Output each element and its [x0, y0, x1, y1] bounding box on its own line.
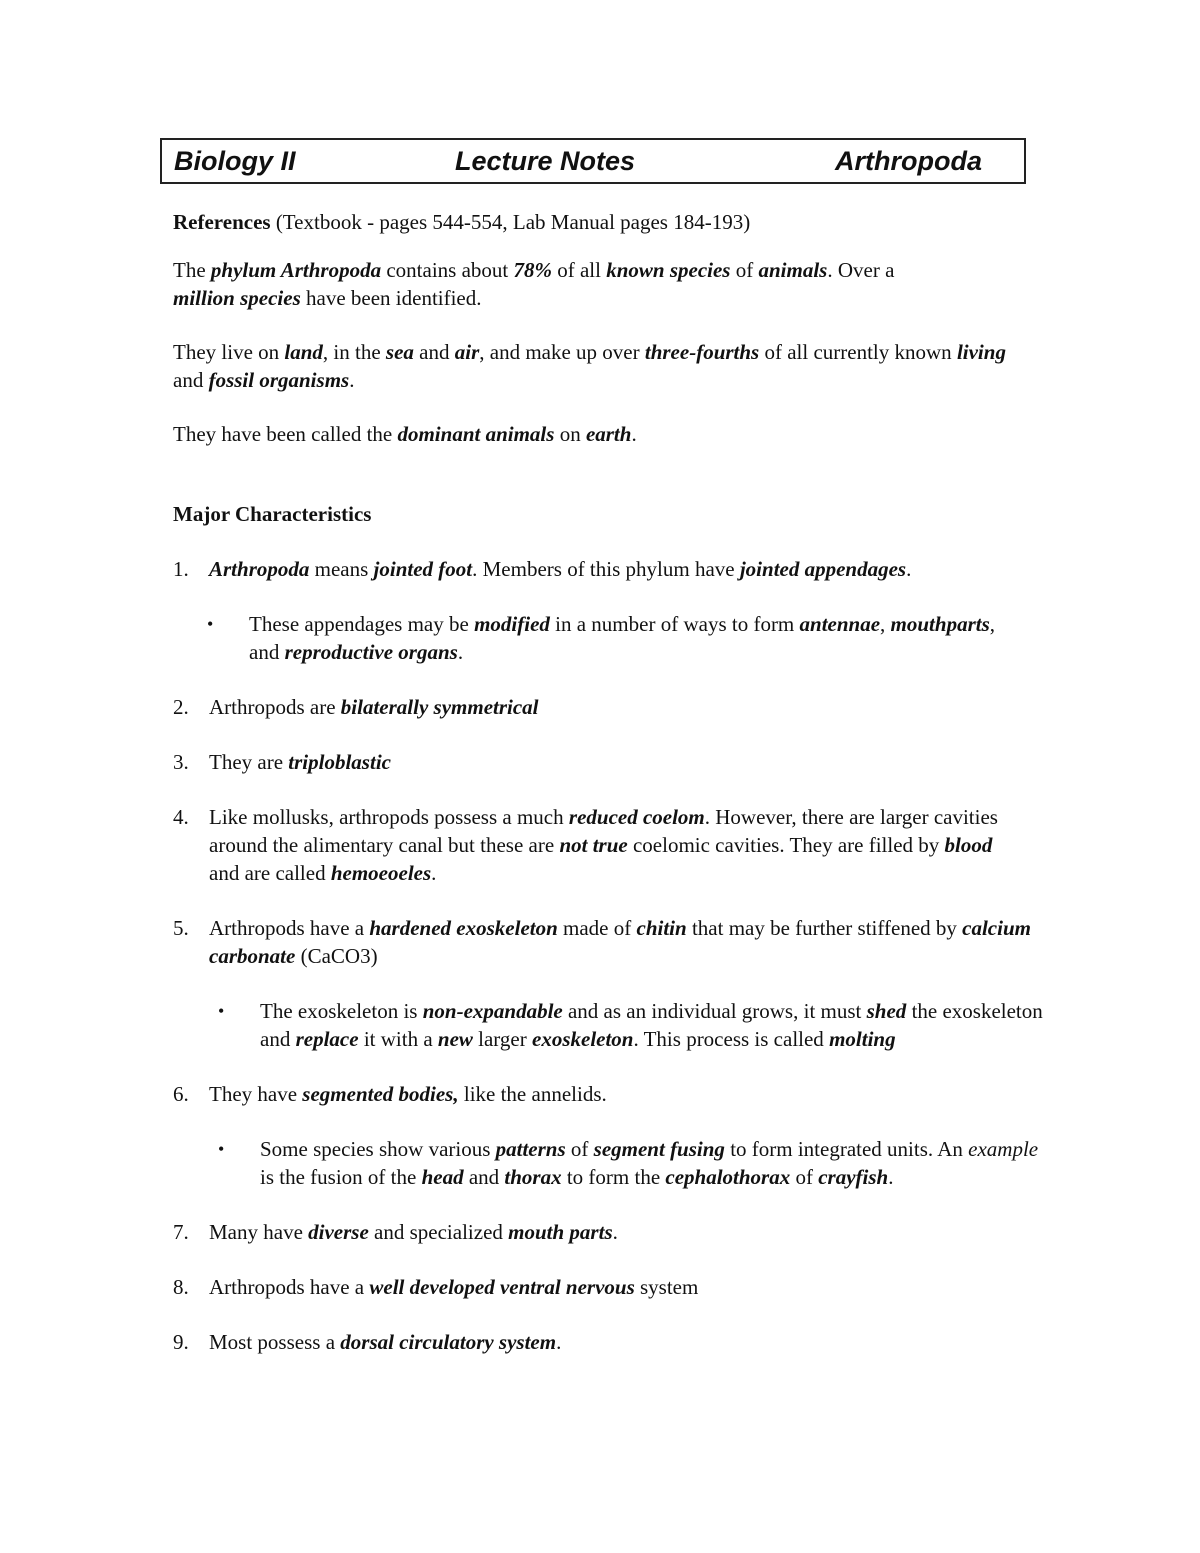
section-title: Major Characteristics [173, 502, 372, 526]
bullet-dot: • [207, 614, 214, 634]
lecture-content [173, 208, 1043, 1356]
list-item-1: 1. Arthropoda means jointed foot. Members of this phylum have jointed appendages. [173, 557, 912, 581]
bullet-dot: • [218, 1139, 225, 1159]
list-item-8: 8. Arthropods have a well developed ventral nervous system [173, 1275, 699, 1299]
list-bullet-6: • Some species show various patterns of segment fusing to form integrated units. An example is the fusion of the head and thorax to form the cephalothorax of crayfish. [218, 1137, 1039, 1189]
list-item-2: 2. Arthropods are bilaterally symmetrical [173, 695, 539, 719]
bullet-dot: • [218, 1001, 225, 1021]
list-item-5: 5. Arthropods have a hardened exoskeleton made of chitin that may be further stiffened by calcium carbonate (CaCO3) [173, 916, 1031, 968]
references-paragraph: References (Textbook - pages 544-554, Lab Manual pages 184-193) [173, 210, 751, 234]
header-course: Biology II [174, 146, 296, 176]
list-item-6: 6. They have segmented bodies, like the annelids. [173, 1082, 607, 1106]
header-title: Lecture Notes [455, 146, 636, 176]
list-bullet-5: • The exoskeleton is non-expandable and as an individual grows, it must shed the exoskeleton and replace it with a new larger exoskeleton. This process is called molting [218, 999, 1043, 1051]
list-bullet-1: • These appendages may be modified in a number of ways to form antennae, mouthparts, and reproductive organs. [207, 612, 996, 664]
header-box [160, 138, 1026, 184]
list-item-9: 9. Most possess a dorsal circulatory system. [173, 1330, 562, 1354]
list-item-3: 3. They are triploblastic [173, 750, 391, 774]
intro-paragraph-3: They have been called the dominant animals on earth. [173, 422, 637, 446]
intro-paragraph-2: They live on land, in the sea and air, and make up over three-fourths of all currently known living and fossil organisms. [173, 340, 1006, 392]
header-topic: Arthropoda [835, 146, 982, 176]
intro-paragraph-1: The phylum Arthropoda contains about 78% of all known species of animals. Over a million species have been identified. [173, 258, 895, 310]
references-label: References [173, 210, 271, 234]
list-item-4: 4. Like mollusks, arthropods possess a much reduced coelom. However, there are larger cavities around the alimentary canal but these are not true coelomic cavities. They are filled by blood and are called hemoeoeles. [173, 805, 998, 885]
list-item-7: 7. Many have diverse and specialized mouth parts. [173, 1220, 618, 1244]
